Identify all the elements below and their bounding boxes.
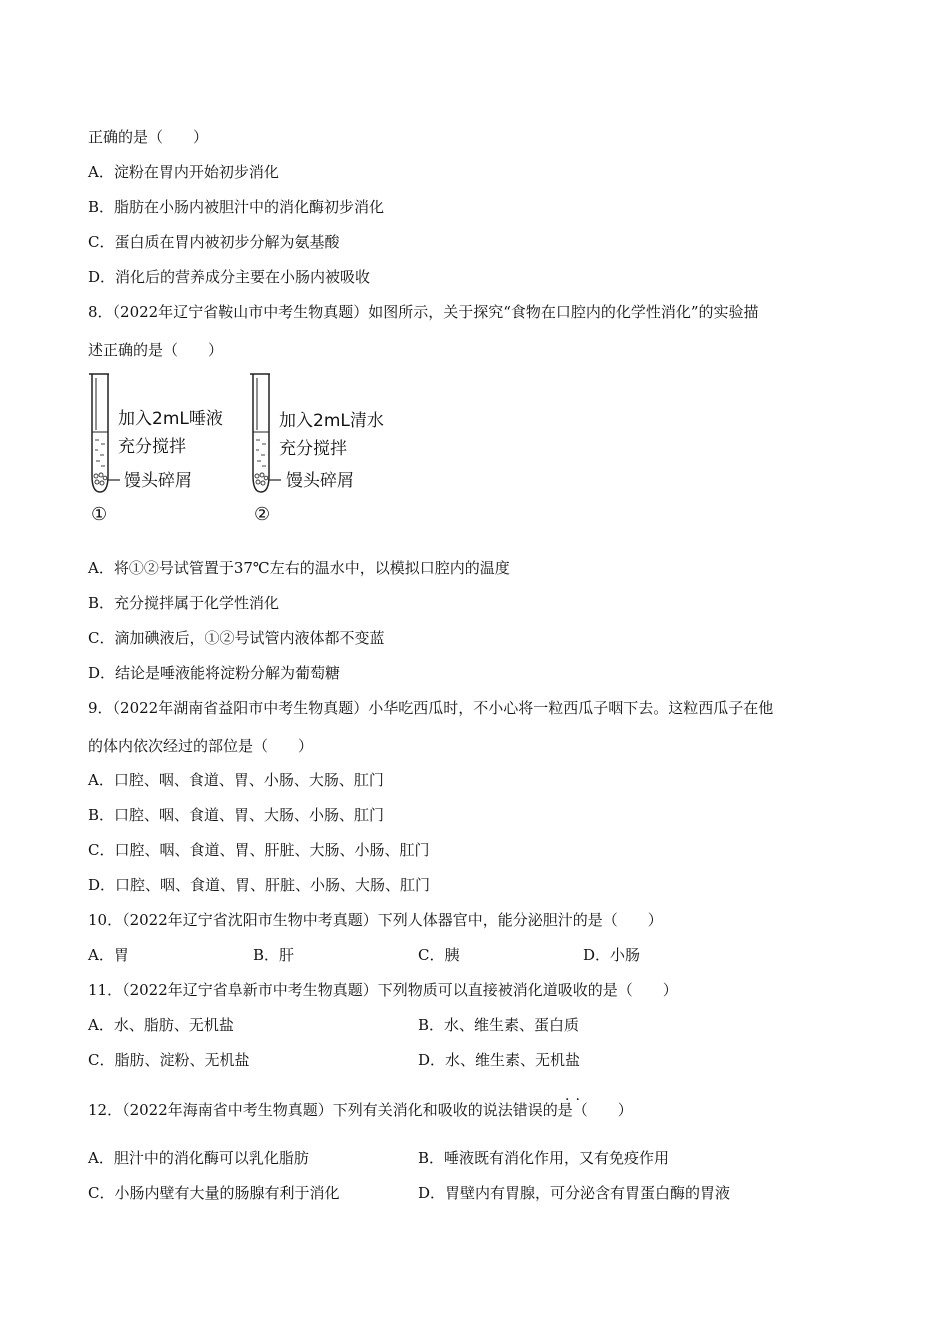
decorative-dots: ..	[565, 1088, 586, 1104]
q12-stem: 12．（2022年海南省中考生物真题）下列有关消化和吸收的说法错误的是（ ）	[88, 1101, 633, 1119]
q7-option-c: C．蛋白质在胃内被初步分解为氨基酸	[88, 233, 340, 251]
q9-stem-line2: 的体内依次经过的部位是（ ）	[88, 737, 314, 755]
q9-option-d: D．口腔、咽、食道、胃、肝脏、小肠、大肠、肛门	[88, 876, 431, 894]
q9-option-a: A．口腔、咽、食道、胃、小肠、大肠、肛门	[88, 771, 384, 789]
q8-option-b: B．充分搅拌属于化学性消化	[88, 594, 280, 612]
q10-stem: 10．（2022年辽宁省沈阳市生物中考真题）下列人体器官中，能分泌胆汁的是（ ）	[88, 911, 663, 929]
tube-1-number: ①	[91, 504, 108, 525]
q12-option-b: B．唾液既有消化作用，又有免疫作用	[418, 1149, 670, 1167]
q7-option-b: B．脂肪在小肠内被胆汁中的消化酶初步消化	[88, 198, 385, 216]
q11-option-c: C．脂肪、淀粉、无机盐	[88, 1051, 250, 1069]
q11-option-d: D．水、维生素、无机盐	[418, 1051, 581, 1069]
tube-1-label-1: 加入2mL唾液	[118, 409, 223, 429]
q8-stem-line2: 述正确的是（ ）	[88, 341, 224, 359]
tube-2-label-2: 充分搅拌	[279, 439, 347, 459]
q11-option-a: A．水、脂肪、无机盐	[88, 1016, 234, 1034]
test-tube-figure	[86, 370, 396, 530]
q9-option-b: B．口腔、咽、食道、胃、大肠、小肠、肛门	[88, 806, 385, 824]
test-tube-1	[89, 374, 120, 492]
q11-option-b: B．水、维生素、蛋白质	[418, 1016, 580, 1034]
q7-option-a: A．淀粉在胃内开始初步消化	[88, 163, 279, 181]
q10-option-b: B．肝	[253, 946, 295, 964]
tube-2-label-3: 馒头碎屑	[286, 471, 354, 491]
q8-option-d: D．结论是唾液能将淀粉分解为葡萄糖	[88, 664, 341, 682]
q12-option-a: A．胆汁中的消化酶可以乳化脂肪	[88, 1149, 309, 1167]
q12-option-c: C．小肠内壁有大量的肠腺有利于消化	[88, 1184, 340, 1202]
tube-2-number: ②	[254, 504, 271, 525]
test-tube-2	[250, 374, 281, 492]
q9-option-c: C．口腔、咽、食道、胃、肝脏、大肠、小肠、肛门	[88, 841, 430, 859]
q10-option-a: A．胃	[88, 946, 129, 964]
tube-2-label-1: 加入2mL清水	[279, 411, 384, 431]
q10-option-c: C．胰	[418, 946, 460, 964]
q11-stem: 11．（2022年辽宁省阜新市中考生物真题）下列物质可以直接被消化道吸收的是（ ）	[88, 981, 678, 999]
q8-stem-line1: 8．（2022年辽宁省鞍山市中考生物真题）如图所示，关于探究“食物在口腔内的化学性消化”的实验描	[88, 303, 759, 321]
q9-stem-line1: 9．（2022年湖南省益阳市中考生物真题）小华吃西瓜时，不小心将一粒西瓜子咽下去。这粒西瓜子在他	[88, 699, 774, 717]
tube-1-label-2: 充分搅拌	[118, 437, 186, 457]
q12-option-d: D．胃壁内有胃腺，可分泌含有胃蛋白酶的胃液	[418, 1184, 731, 1202]
q10-option-d: D．小肠	[583, 946, 641, 964]
tube-1-label-3: 馒头碎屑	[124, 471, 192, 491]
q8-option-c: C．滴加碘液后，①②号试管内液体都不变蓝	[88, 629, 385, 647]
q8-option-a: A．将①②号试管置于37℃左右的温水中，以模拟口腔内的温度	[88, 559, 510, 577]
q7-stem-tail: 正确的是（ ）	[88, 128, 209, 146]
q7-option-d: D．消化后的营养成分主要在小肠内被吸收	[88, 268, 371, 286]
